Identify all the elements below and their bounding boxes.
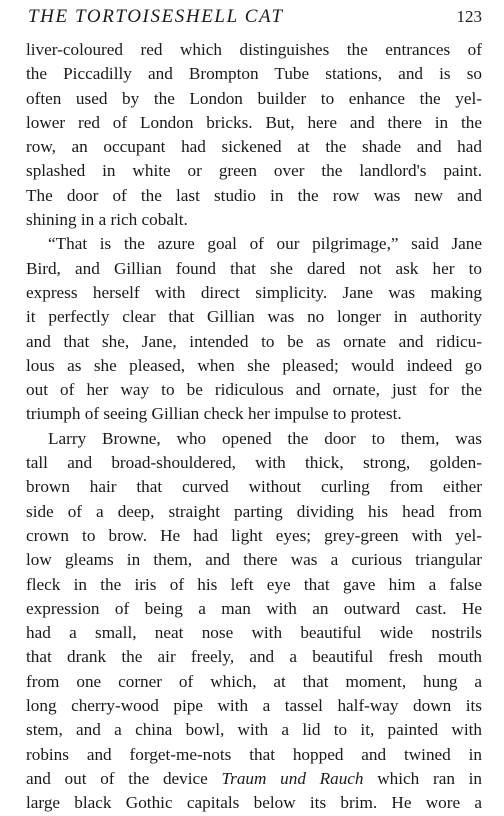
text-line: the Piccadilly and Brompton Tube stations, and is so [26,64,482,84]
text-line: and that she, Jane, intended to be as ornate and ridicu- [26,331,482,351]
text-line: that drank the air freely, and a beautiful fresh mouth [26,647,482,667]
running-title: THE TORTOISESHELL CAT [28,6,284,27]
running-head [28,6,482,28]
text-line: shining in a rich cobalt. [26,210,188,230]
text-line: lous as she pleased, when she pleased; would indeed go [26,355,482,375]
text-line: express herself with direct simplicity. Jane was making [26,282,482,302]
text-line: lower red of London bricks. But, here and there in the [26,112,482,132]
italic-phrase: Traum und Rauch [221,768,364,788]
text-line: Larry Browne, who opened the door to them, was [48,428,482,448]
text-line: tall and broad-shouldered, with thick, strong, golden- [26,453,482,473]
text-line: from one corner of which, at that moment, hung a [26,671,482,691]
text-line: low gleams in them, and there was a curious triangular [26,550,482,570]
text-line: side of a deep, straight parting dividing his head from [26,501,482,521]
text-line: Bird, and Gillian found that she dared not ask her to [26,258,482,278]
text-line: it perfectly clear that Gillian was no longer in authority [26,307,482,327]
text-line: splashed in white or green over the landlord's paint. [26,161,482,181]
text-line: fleck in the iris of his left eye that gave him a false [26,574,482,594]
text-line-with-italic [26,767,482,791]
text-line: often used by the London builder to enhance the yel- [26,88,482,108]
text-line: had a small, neat nose with beautiful wide nostrils [26,623,482,643]
body-text [26,38,482,816]
text-line: robins and forget-me-nots that hopped and twined in [26,744,482,764]
text-line: out of her way to be ridiculous and ornate, just for the [26,380,482,400]
text-span: and out of the device [26,768,208,788]
text-line: expression of being a man with an outward cast. He [26,598,482,618]
text-line: The door of the last studio in the row was new and [26,185,482,205]
text-line: crown to brow. He had light eyes; grey-green with yel- [26,525,482,545]
text-line: row, an occupant had sickened at the shade and had [26,137,482,157]
text-line: triumph of seeing Gillian check her impulse to protest. [26,404,402,424]
text-line: brown hair that curved without curling from either [26,477,482,497]
text-span: which ran in [377,768,482,788]
text-line: liver-coloured red which distinguishes the entrances of [26,40,482,59]
text-line: large black Gothic capitals below its brim. He wore a [26,793,482,813]
text-line: “That is the azure goal of our pilgrimage,” said Jane [48,234,482,254]
page-number: 123 [456,7,482,26]
text-line: stem, and a china bowl, with a lid to it, painted with [26,720,482,740]
text-line: long cherry-wood pipe with a tassel half-way down its [26,696,482,716]
